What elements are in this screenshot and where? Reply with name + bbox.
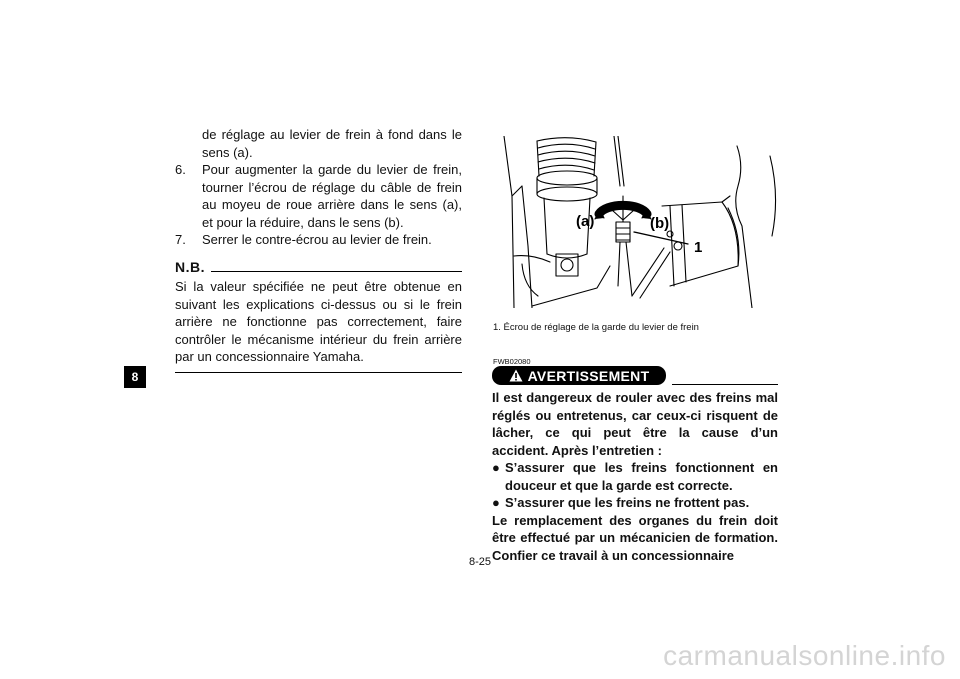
bullet-icon: ● (492, 460, 500, 475)
warning-rule (672, 384, 778, 385)
warning-bullet (492, 459, 778, 494)
nb-rule (211, 271, 462, 272)
warning-body (492, 389, 778, 564)
callout-number: 1 (694, 239, 703, 256)
label-b: (b) (650, 215, 670, 232)
page-number: 8-25 (468, 556, 492, 568)
shock-spring (537, 138, 596, 176)
figure-caption: 1. Écrou de réglage de la garde du levier de frein (493, 322, 699, 333)
step-text: Serrer le contre-écrou au levier de frein. (202, 232, 432, 247)
step-5-continuation: de réglage au levier de frein à fond dans le sens (a). (202, 127, 462, 160)
bullet-text: S’assurer que les freins fonctionnent en douceur et que la garde est correcte. (505, 460, 778, 493)
step-6 (175, 161, 462, 231)
warning-outro: Le remplacement des organes du frein doit être effectué par un mécanicien de formation. Confier ce travail à un concessionnaire (492, 512, 778, 563)
watermark: carmanualsonline.info (663, 640, 946, 671)
warning-intro: Il est dangereux de rouler avec des freins mal réglés ou entretenus, car ceux-ci risquent de lâcher, ce qui peut être la cause d’un accident. Après l’entretien : (492, 390, 778, 458)
nb-end-rule (175, 372, 462, 373)
nb-header (175, 259, 462, 277)
step-number: 7. (175, 232, 186, 247)
left-column (175, 126, 462, 373)
step-number: 6. (175, 162, 186, 177)
bullet-icon: ● (492, 495, 500, 510)
warning-bullet (492, 494, 778, 512)
brake-adjust-illustration (492, 136, 780, 308)
brake-lever-arm (632, 248, 670, 298)
warning-header (492, 366, 778, 385)
label-a: (a) (576, 213, 595, 230)
nb-title: N.B. (175, 258, 205, 275)
warning-badge (492, 366, 666, 385)
warning-title: AVERTISSEMENT (527, 367, 650, 384)
nb-text: Si la valeur spécifiée ne peut être obtenue en suivant les explications ci-dessus ou si le frein arrière ne fonctionne pas correctement, faire contrôler le mécanisme intérieur du frein arrière par un concessionnaire Yamaha. (175, 279, 462, 364)
chapter-tab: 8 (124, 366, 146, 388)
fender (736, 146, 752, 308)
step-7 (175, 231, 462, 249)
warning-triangle-icon (509, 369, 523, 382)
warning-code: FWB02080 (493, 357, 531, 366)
step-text: Pour augmenter la garde du levier de frein, tourner l’écrou de réglage du câble de frein au moyeu de roue arrière dans le sens (a), et pour la réduire, dans le sens (b). (202, 162, 462, 230)
bullet-text: S’assurer que les freins ne frottent pas. (505, 495, 750, 510)
callout-leader (634, 232, 688, 244)
